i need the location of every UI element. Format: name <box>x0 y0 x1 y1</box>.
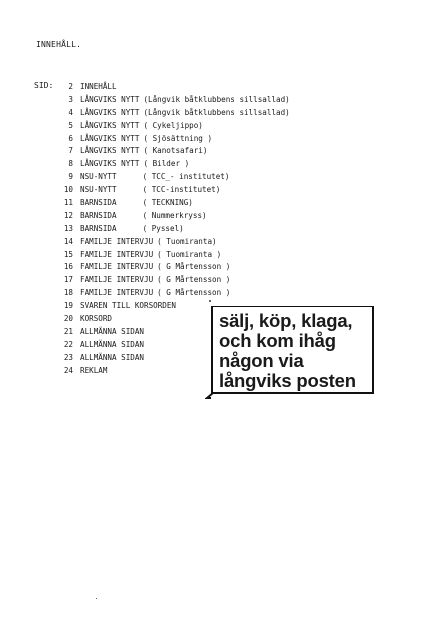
toc-page-number: 4 <box>68 107 73 117</box>
toc-section-title: NSU-NYTT <box>80 172 117 182</box>
advert-line: sälj, köp, klaga, <box>219 310 353 331</box>
toc-row <box>62 171 290 184</box>
toc-section-title: LÅNGVIKS NYTT <box>80 120 140 130</box>
toc-section-subtitle: (Långvik båtklubbens sillsallad) <box>143 94 290 104</box>
toc-section-title: LÅNGVIKS NYTT <box>80 107 140 117</box>
toc-row <box>62 158 290 171</box>
toc-page-number: 10 <box>63 185 73 195</box>
toc-section-title: BARNSIDA <box>80 210 117 220</box>
toc-section-title: FAMILJE INTERVJU <box>80 275 154 285</box>
toc-page-number: 12 <box>63 210 73 220</box>
toc-row <box>62 107 290 120</box>
toc-section-title: BARNSIDA <box>80 223 117 233</box>
toc-page-number: 5 <box>68 120 73 130</box>
toc-section-title: KORSORD <box>80 314 113 324</box>
advert-line: och kom ihåg <box>219 330 336 351</box>
advert-pen-mark <box>205 392 215 400</box>
toc-page-number: 21 <box>63 326 73 336</box>
toc-page-number: 14 <box>63 236 73 246</box>
toc-section-subtitle: ( TCC-institutet) <box>142 185 221 195</box>
toc-section-title: REKLAM <box>80 365 108 375</box>
toc-section-subtitle: ( G Mårtensson ) <box>157 275 231 285</box>
toc-section-subtitle: ( Kanotsafari) <box>143 146 208 156</box>
toc-section-subtitle: (Långvik båtklubbens sillsallad) <box>143 107 290 117</box>
toc-section-title: FAMILJE INTERVJU <box>80 262 154 272</box>
toc-section-title: FAMILJE INTERVJU <box>80 288 154 298</box>
toc-section-title: LÅNGVIKS NYTT <box>80 159 140 169</box>
advert-line: någon via <box>219 350 304 371</box>
toc-page-number: 18 <box>63 288 73 298</box>
toc-page-number: 11 <box>63 198 73 208</box>
toc-section-title: LÅNGVIKS NYTT <box>80 133 140 143</box>
toc-page-number: 17 <box>63 275 73 285</box>
toc-section-title: LÅNGVIKS NYTT <box>80 146 140 156</box>
toc-page-number: 8 <box>68 159 73 169</box>
toc-row <box>62 249 290 262</box>
contents-heading: INNEHÅLL. <box>36 40 82 49</box>
toc-section-title: ALLMÄNNA SIDAN <box>80 352 145 362</box>
toc-section-subtitle: ( Bilder ) <box>143 159 190 169</box>
toc-row <box>62 145 290 158</box>
toc-section-title: INNEHÅLL <box>80 82 117 91</box>
toc-page-number: 20 <box>63 314 73 324</box>
toc-page-number: 13 <box>63 223 73 233</box>
toc-section-title: BARNSIDA <box>80 198 117 208</box>
toc-section-title: FAMILJE INTERVJU <box>80 249 154 259</box>
toc-page-number: 16 <box>63 262 73 272</box>
toc-section-subtitle: ( Cykeljippo) <box>143 120 203 130</box>
toc-page-number: 2 <box>68 82 73 91</box>
advert-line: långviks posten <box>219 370 356 391</box>
toc-section-title: LÅNGVIKS NYTT <box>80 94 140 104</box>
toc-section-title: SVAREN TILL KORSORDEN <box>80 301 177 311</box>
toc-section-subtitle: ( Sjösättning ) <box>143 133 213 143</box>
toc-page-number: 9 <box>68 172 73 182</box>
toc-page-number: 19 <box>63 301 73 311</box>
toc-row <box>62 197 290 210</box>
toc-page-number: 23 <box>63 352 73 362</box>
toc-row <box>62 94 290 107</box>
toc-row <box>62 210 290 223</box>
toc-section-subtitle: ( Nummerkryss) <box>142 210 207 220</box>
toc-row <box>62 184 290 197</box>
toc-row <box>62 223 290 236</box>
toc-row <box>62 120 290 133</box>
toc-section-subtitle: ( TCC_- institutet) <box>142 172 230 182</box>
toc-section-subtitle: ( G Mårtensson ) <box>157 288 231 298</box>
toc-row <box>62 81 290 94</box>
toc-section-title: FAMILJE INTERVJU <box>80 236 154 246</box>
toc-page-number: 15 <box>63 249 73 259</box>
paper-speck <box>209 300 211 302</box>
toc-page-number: 7 <box>68 146 73 156</box>
toc-section-subtitle: ( TECKNING) <box>142 198 193 208</box>
toc-page-number: 3 <box>68 94 73 104</box>
toc-section-subtitle: ( G Mårtensson ) <box>157 262 231 272</box>
advert-box <box>211 306 374 394</box>
toc-section-subtitle: ( Pyssel) <box>142 223 184 233</box>
toc-row <box>62 236 290 249</box>
toc-row <box>62 274 290 287</box>
toc-page-number: 22 <box>63 339 73 349</box>
toc-row <box>62 133 290 146</box>
page-column-label: SID: <box>34 81 54 90</box>
toc-row <box>62 261 290 274</box>
toc-section-title: ALLMÄNNA SIDAN <box>80 339 145 349</box>
toc-section-title: ALLMÄNNA SIDAN <box>80 326 145 336</box>
toc-row <box>62 287 290 300</box>
toc-section-title: NSU-NYTT <box>80 185 117 195</box>
toc-page-number: 24 <box>63 365 73 375</box>
paper-speck <box>96 598 97 599</box>
toc-page-number: 6 <box>68 133 73 143</box>
toc-section-subtitle: ( Tuomiranta) <box>157 236 217 246</box>
toc-section-subtitle: ( Tuomiranta ) <box>157 249 222 259</box>
